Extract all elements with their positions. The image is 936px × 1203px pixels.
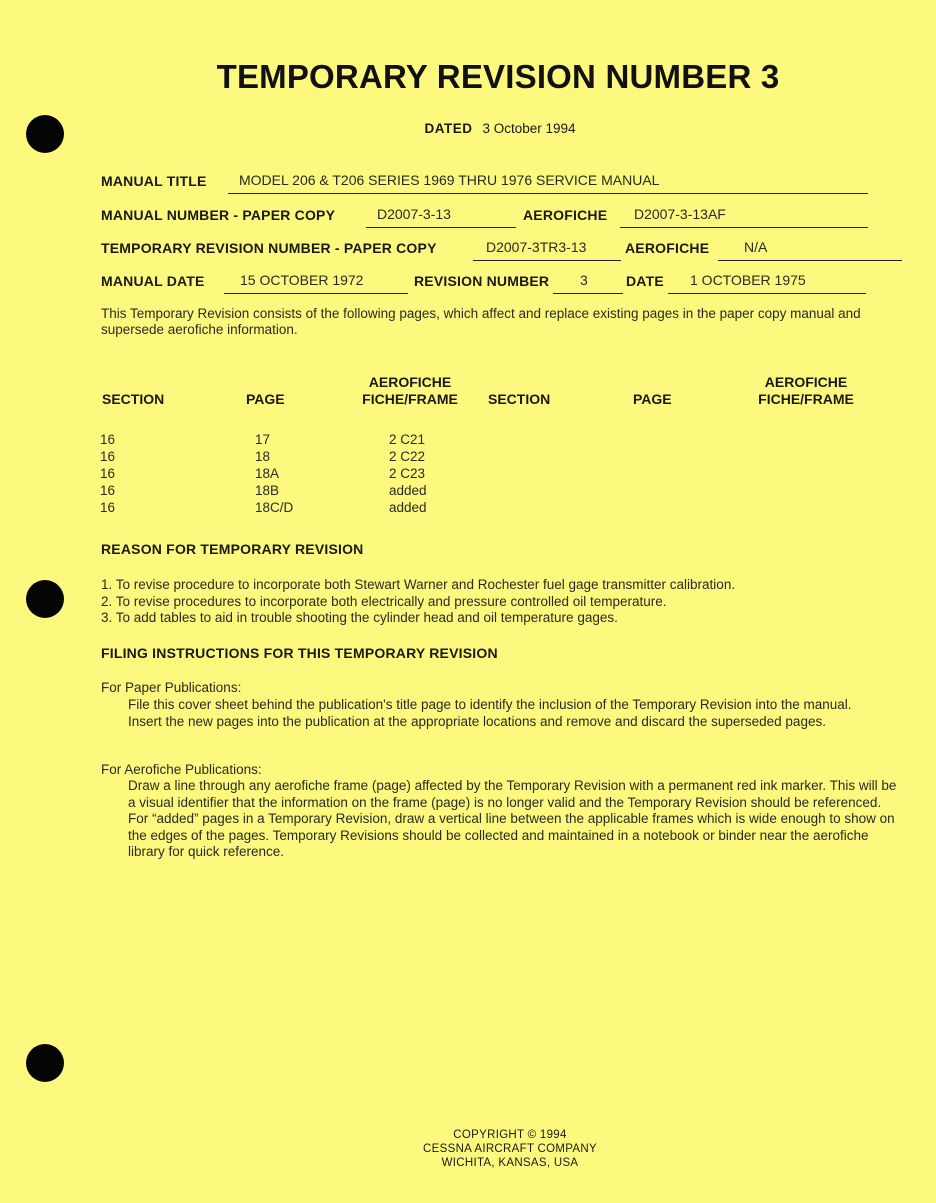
intro-paragraph: This Temporary Revision consists of the following pages, which affect and replace existing pages in the paper copy manual and supersede aerofiche information. (101, 306, 861, 337)
date-value: 1 OCTOBER 1975 (690, 272, 806, 288)
header-page-2: PAGE (633, 391, 672, 407)
manual-number-underline (366, 227, 516, 228)
location-line: WICHITA, KANSAS, USA (441, 1157, 579, 1169)
manual-number-aerofiche-underline (620, 227, 868, 228)
reason-item: 2. To revise procedures to incorporate both electrically and pressure controlled oil temperature. (101, 593, 667, 609)
table-row (100, 499, 500, 516)
manual-number-aerofiche-value: D2007-3-13AF (634, 206, 726, 222)
cell-section: 16 (100, 432, 116, 447)
cell-frame: 2 C22 (389, 449, 426, 464)
table-row (100, 448, 500, 465)
dated-line (0, 121, 936, 136)
header-aerofiche-1: AEROFICHE FICHE/FRAME (362, 374, 458, 407)
tr-number-aerofiche-value: N/A (744, 239, 768, 255)
copyright-line: COPYRIGHT © 1994 (453, 1129, 567, 1141)
binder-hole-bottom (26, 1044, 64, 1082)
manual-title-label: MANUAL TITLE (101, 173, 207, 189)
copyright-footer (0, 1128, 936, 1170)
page-title: TEMPORARY REVISION NUMBER 3 (216, 58, 780, 95)
header-section-2: SECTION (488, 391, 551, 407)
cell-frame: 2 C21 (389, 432, 426, 447)
reason-item: 3. To add tables to aid in trouble shooting the cylinder head and oil temperature gages. (101, 610, 618, 625)
tr-number-aerofiche-label: AEROFICHE (625, 240, 710, 256)
date-label: DATE (626, 273, 664, 289)
cell-frame: 2 C23 (389, 466, 426, 481)
reason-list (101, 577, 921, 627)
tr-number-label: TEMPORARY REVISION NUMBER - PAPER COPY (101, 240, 437, 256)
filing-heading: FILING INSTRUCTIONS FOR THIS TEMPORARY REVISION (101, 645, 498, 661)
cell-page: 18A (255, 466, 280, 481)
reason-item: 1. To revise procedure to incorporate both Stewart Warner and Rochester fuel gage transmitter calibration. (101, 577, 736, 592)
cell-page: 18B (255, 483, 280, 498)
manual-number-value: D2007-3-13 (377, 206, 451, 222)
binder-hole-middle (26, 580, 64, 618)
table-row (100, 431, 500, 448)
company-line: CESSNA AIRCRAFT COMPANY (423, 1143, 597, 1155)
dated-label: DATED (424, 121, 473, 136)
header-section-1: SECTION (102, 391, 165, 407)
cell-page: 18C/D (255, 500, 294, 515)
header-page-1: PAGE (246, 391, 285, 407)
aerofiche-publications-text: Draw a line through any aerofiche frame (page) affected by the Temporary Revision with a permanent red ink marker. This will be a visual identifier that the information on the frame (page) is no longer valid and the Temporary Revision should be referenced. For “added” pages in a Temporary Revision, draw a vertical line between the applicable frames which is wide enough to show on the edges of the pages. Temporary Revisions should be collected and maintained in a notebook or binder near the aerofiche library for quick reference. (128, 778, 897, 859)
manual-date-label: MANUAL DATE (101, 273, 205, 289)
aerofiche-publications-label: For Aerofiche Publications: (101, 762, 262, 777)
table-row (100, 482, 500, 499)
header-aerofiche-2: AEROFICHE FICHE/FRAME (758, 374, 854, 407)
revision-number-value: 3 (580, 272, 588, 288)
manual-date-value: 15 OCTOBER 1972 (240, 272, 364, 288)
date-underline (668, 293, 866, 294)
paper-publications-text: File this cover sheet behind the publication's title page to identify the inclusion of the Temporary Revision into the manual. Insert the new pages into the publication at the appropriate locations and remove and discard the superseded pages. (128, 697, 852, 729)
manual-title-value: MODEL 206 & T206 SERIES 1969 THRU 1976 SERVICE MANUAL (239, 172, 660, 188)
manual-date-underline (224, 293, 408, 294)
cell-frame: added (389, 500, 427, 515)
cell-page: 18 (255, 449, 271, 464)
revision-number-label: REVISION NUMBER (414, 273, 550, 289)
cell-section: 16 (100, 483, 116, 498)
cell-section: 16 (100, 500, 116, 515)
tr-number-aerofiche-underline (718, 260, 902, 261)
manual-number-label: MANUAL NUMBER - PAPER COPY (101, 207, 336, 223)
pages-table-body (100, 431, 500, 516)
tr-number-value: D2007-3TR3-13 (486, 239, 587, 255)
table-row (100, 465, 500, 482)
paper-publications-label: For Paper Publications: (101, 680, 242, 695)
cell-section: 16 (100, 449, 116, 464)
reason-heading: REASON FOR TEMPORARY REVISION (101, 541, 364, 557)
cell-section: 16 (100, 466, 116, 481)
tr-number-underline (473, 260, 621, 261)
cell-page: 17 (255, 432, 271, 447)
manual-title-underline (228, 193, 868, 194)
revision-number-underline (553, 293, 623, 294)
dated-value: 3 October 1994 (482, 121, 576, 136)
manual-number-aerofiche-label: AEROFICHE (523, 207, 608, 223)
cell-frame: added (389, 483, 427, 498)
